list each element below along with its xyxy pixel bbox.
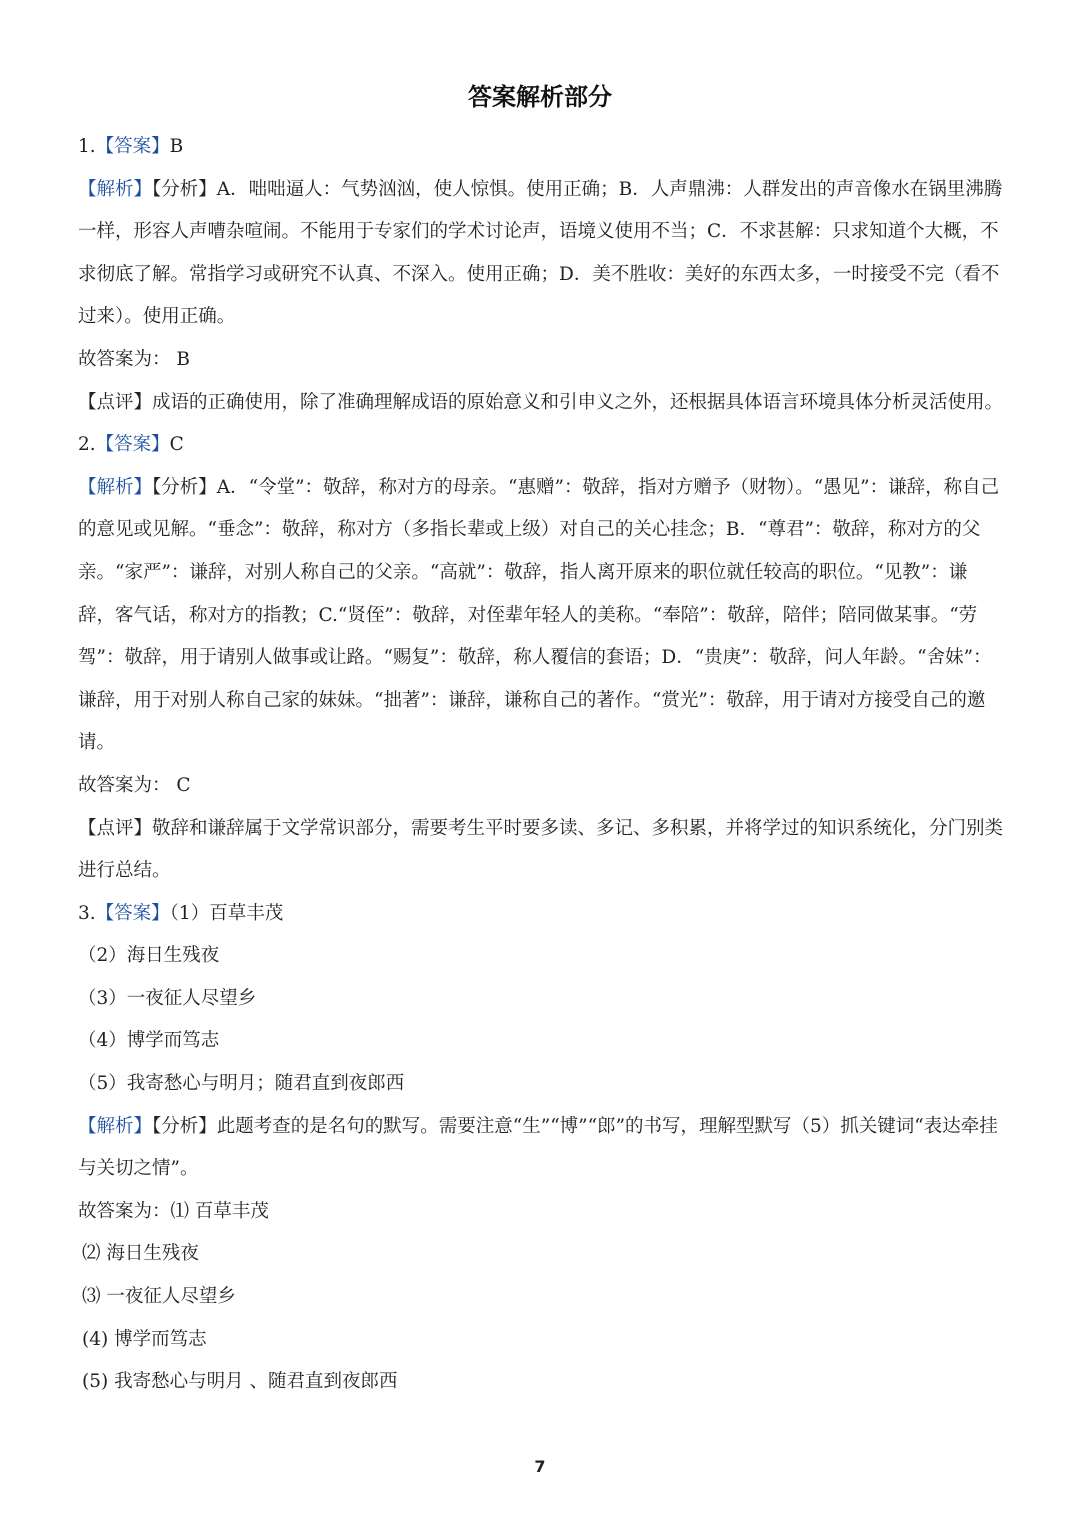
answer-content	[78, 126, 1004, 1404]
q1-answer: B	[169, 136, 184, 157]
q1-final-answer: 故答案为： B	[78, 348, 190, 370]
q2-comment-text: 敬辞和谦辞属于文学常识部分，需要考生平时要多读、多记、多积累，并将学过的知识系统化，分门别类进行总结。	[78, 817, 1004, 882]
q3-answer-line	[78, 893, 1004, 936]
analysis-tag: 【解析】	[78, 178, 153, 200]
q2-answer: C	[169, 434, 184, 456]
analysis-tag: 【解析】	[78, 476, 153, 498]
fenxi-tag: 【分析】	[152, 178, 217, 200]
q3-analysis	[78, 1106, 1004, 1191]
q3-final-prefix: 故答案为：	[78, 1200, 171, 1222]
comment-tag: 【点评】	[78, 391, 153, 413]
q1-number: 1.	[78, 136, 96, 157]
q3-final-line	[78, 1191, 1004, 1234]
q1-answer-line	[78, 126, 1004, 169]
q2-final-answer: 故答案为： C	[78, 774, 191, 796]
q1-comment-text: 成语的正确使用，除了准确理解成语的原始意义和引申义之外，还根据具体语言环境具体分析灵活使用。	[152, 391, 1004, 413]
comment-tag: 【点评】	[78, 817, 153, 839]
q2-analysis	[78, 467, 1004, 765]
q1-analysis-text: A．咄咄逼人：气势汹汹，使人惊惧。使用正确；B．人声鼎沸：人群发出的声音像水在锅里沸腾一样，形容人声嘈杂喧闹。不能用于专家们的学术讨论声，语境义使用不当；C．不求甚解：只求知道个大概，不求彻底了解。常指学习或研究不认真、不深入。使用正确；D．美不胜收：美好的东西太多，一时接受不完（看不过来）。使用正确。	[78, 178, 1003, 328]
page-number: 7	[534, 1457, 546, 1476]
q3-final-4: (4) 博学而笃志	[82, 1328, 207, 1350]
answer-tag: 【答案】	[95, 902, 170, 924]
q1-comment	[78, 382, 1004, 425]
q1-analysis	[78, 169, 1004, 339]
q3-final-3: ⑶ 一夜征人尽望乡	[82, 1286, 236, 1308]
q2-number: 2.	[78, 434, 96, 456]
q3-final-1: ⑴ 百草丰茂	[170, 1200, 269, 1222]
q2-answer-line	[78, 424, 1004, 467]
answer-tag: 【答案】	[95, 434, 170, 456]
q3-analysis-text: 此题考查的是名句的默写。需要注意“生”“博”“郎”的书写，理解型默写（5）抓关键词“表达牵挂与关切之情”。	[78, 1115, 998, 1180]
q3-answer-4: （4）博学而笃志	[78, 1030, 220, 1052]
q3-final-2: ⑵ 海日生残夜	[82, 1243, 199, 1265]
q3-answer-2: （2）海日生残夜	[78, 945, 220, 967]
answer-tag: 【答案】	[95, 136, 170, 157]
q3-answer-5: （5）我寄愁心与明月；随君直到夜郎西	[78, 1073, 405, 1095]
page-title: 答案解析部分	[468, 83, 612, 111]
q2-analysis-text: A．“令堂”：敬辞，称对方的母亲。“惠赠”：敬辞，指对方赠予（财物）。“愚见”：谦辞，称自己的意见或见解。“垂念”：敬辞，称对方（多指长辈或上级）对自己的关心挂念；B．“尊君”：敬辞，称对方的父亲。“家严”：谦辞，对别人称自己的父亲。“高就”：敬辞，指人离开原来的职位就任较高的职位。“见教”：谦辞，客气话，称对方的指教；C.“贤侄”：敬辞，对侄辈年轻人的美称。“奉陪”：敬辞，陪伴；陪同做某事。“劳驾”：敬辞，用于请别人做事或让路。“赐复”：敬辞，称人覆信的套语；D．“贵庚”：敬辞，问人年龄。“舍妹”：谦辞，用于对别人称自己家的妹妹。“拙著”：谦辞，谦称自己的著作。“赏光”：敬辞，用于请对方接受自己的邀请。	[78, 476, 1000, 754]
q2-comment	[78, 808, 1004, 893]
q3-final-5: (5) 我寄愁心与明月 、随君直到夜郎西	[82, 1371, 398, 1393]
fenxi-tag: 【分析】	[152, 476, 217, 498]
q3-answer-3: （3）一夜征人尽望乡	[78, 987, 257, 1009]
q3-number: 3.	[78, 902, 96, 924]
q3-answer-1: （1）百草丰茂	[169, 902, 284, 924]
fenxi-tag: 【分析】	[152, 1115, 217, 1137]
analysis-tag: 【解析】	[78, 1115, 153, 1137]
